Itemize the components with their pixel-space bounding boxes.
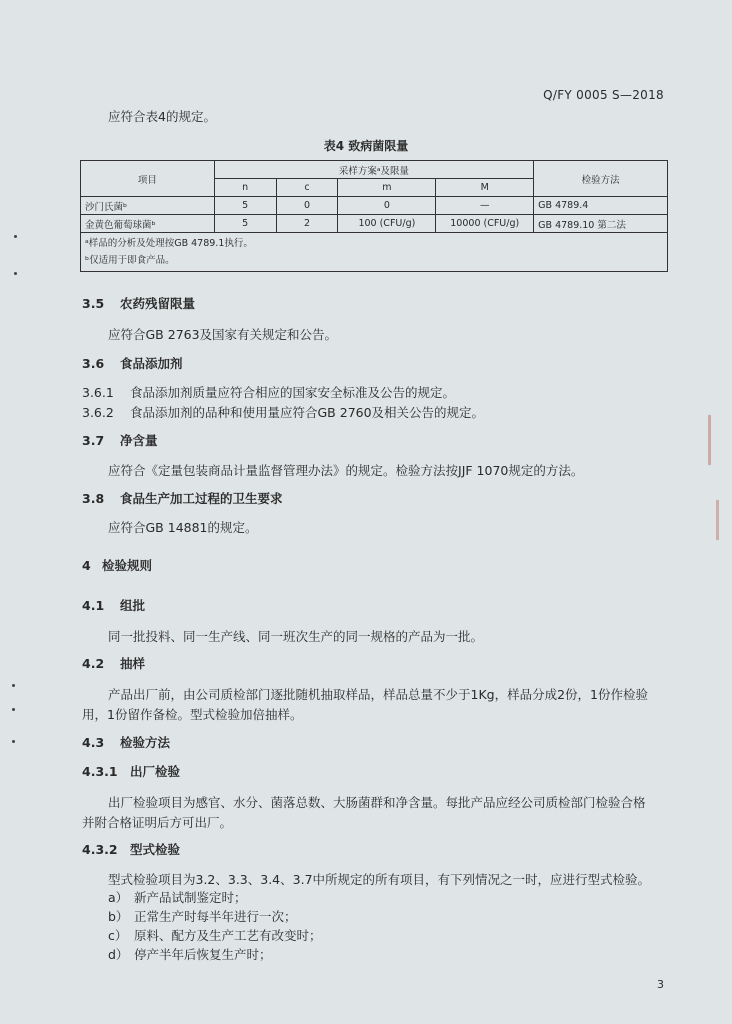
section-4-2-text-1: 产品出厂前，由公司质检部门逐批随机抽取样品，样品总量不少于1Kg，样品分成2份，1份作检验 bbox=[108, 687, 648, 702]
list-item: d） 停产半年后恢复生产时； bbox=[108, 947, 272, 962]
section-3-5-heading: 3.5 农药残留限量 bbox=[82, 296, 196, 311]
section-3-7-heading: 3.7 净含量 bbox=[82, 433, 158, 448]
section-3-6-1: 3.6.1 食品添加剂质量应符合相应的国家安全标准及公告的规定。 bbox=[82, 385, 456, 400]
scan-speck bbox=[12, 708, 15, 711]
table-notes bbox=[81, 233, 668, 272]
intro-text: 应符合表4的规定。 bbox=[108, 109, 216, 124]
list-item: a） 新产品试制鉴定时； bbox=[108, 890, 247, 905]
section-3-8-heading: 3.8 食品生产加工过程的卫生要求 bbox=[82, 491, 283, 506]
header-plan: 采样方案ᵃ及限量 bbox=[214, 161, 533, 179]
section-4-2-heading: 4.2 抽样 bbox=[82, 656, 146, 671]
cell-M: — bbox=[436, 197, 534, 215]
cell-m: 100 (CFU/g) bbox=[338, 215, 436, 233]
section-4-3-1-text-2: 并附合格证明后方可出厂。 bbox=[82, 815, 233, 830]
section-4-3-2-text: 型式检验项目为3.2、3.3、3.4、3.7中所规定的所有项目，有下列情况之一时，应进行型式检验。 bbox=[108, 872, 651, 887]
section-4-2-text-2: 用，1份留作备检。型式检验加倍抽样。 bbox=[82, 707, 303, 722]
cell-item: 沙门氏菌ᵇ bbox=[81, 197, 215, 215]
cell-method: GB 4789.4 bbox=[534, 197, 668, 215]
pathogen-limit-table bbox=[80, 160, 668, 272]
header-item: 项目 bbox=[81, 161, 215, 197]
section-4-1-text: 同一批投料、同一生产线、同一班次生产的同一规格的产品为一批。 bbox=[108, 629, 484, 644]
section-3-5-text: 应符合GB 2763及国家有关规定和公告。 bbox=[108, 327, 338, 342]
cell-method: GB 4789.10 第二法 bbox=[534, 215, 668, 233]
section-3-6-2: 3.6.2 食品添加剂的品种和使用量应符合GB 2760及相关公告的规定。 bbox=[82, 405, 485, 420]
section-4-3-heading: 4.3 检验方法 bbox=[82, 735, 171, 750]
section-4-3-2-heading: 4.3.2 型式检验 bbox=[82, 842, 181, 857]
note-b: ᵇ仅适用于即食产品。 bbox=[85, 255, 175, 266]
section-4-3-1-text-1: 出厂检验项目为感官、水分、菌落总数、大肠菌群和净含量。每批产品应经公司质检部门检验合格 bbox=[108, 795, 646, 810]
section-3-7-text: 应符合《定量包装商品计量监督管理办法》的规定。检验方法按JJF 1070规定的方法。 bbox=[108, 463, 584, 478]
list-item: b） 正常生产时每半年进行一次； bbox=[108, 909, 297, 924]
scan-speck bbox=[14, 235, 17, 238]
scan-speck bbox=[12, 684, 15, 687]
table-caption: 表4 致病菌限量 bbox=[323, 139, 409, 153]
document-code: Q/FY 0005 S—2018 bbox=[543, 88, 664, 102]
seal-stamp-fragment bbox=[716, 500, 732, 540]
header-m: m bbox=[338, 179, 436, 197]
cell-n: 5 bbox=[214, 197, 276, 215]
header-method: 检验方法 bbox=[534, 161, 668, 197]
cell-n: 5 bbox=[214, 215, 276, 233]
cell-M: 10000 (CFU/g) bbox=[436, 215, 534, 233]
table-row bbox=[81, 197, 668, 215]
cell-m: 0 bbox=[338, 197, 436, 215]
section-3-6-heading: 3.6 食品添加剂 bbox=[82, 356, 183, 371]
seal-stamp-fragment bbox=[708, 415, 732, 465]
cell-item: 金黄色葡萄球菌ᵇ bbox=[81, 215, 215, 233]
scan-speck bbox=[12, 740, 15, 743]
section-4-heading: 4 检验规则 bbox=[82, 558, 153, 573]
header-n: n bbox=[214, 179, 276, 197]
scan-speck bbox=[14, 272, 17, 275]
table-row bbox=[81, 215, 668, 233]
header-M: M bbox=[436, 179, 534, 197]
list-item: c） 原料、配方及生产工艺有改变时； bbox=[108, 928, 322, 943]
header-c: c bbox=[276, 179, 338, 197]
cell-c: 2 bbox=[276, 215, 338, 233]
section-3-8-text: 应符合GB 14881的规定。 bbox=[108, 520, 258, 535]
section-4-1-heading: 4.1 组批 bbox=[82, 598, 146, 613]
page-number: 3 bbox=[657, 978, 664, 991]
cell-c: 0 bbox=[276, 197, 338, 215]
section-4-3-1-heading: 4.3.1 出厂检验 bbox=[82, 764, 181, 779]
note-a: ᵃ样品的分析及处理按GB 4789.1执行。 bbox=[85, 238, 253, 249]
